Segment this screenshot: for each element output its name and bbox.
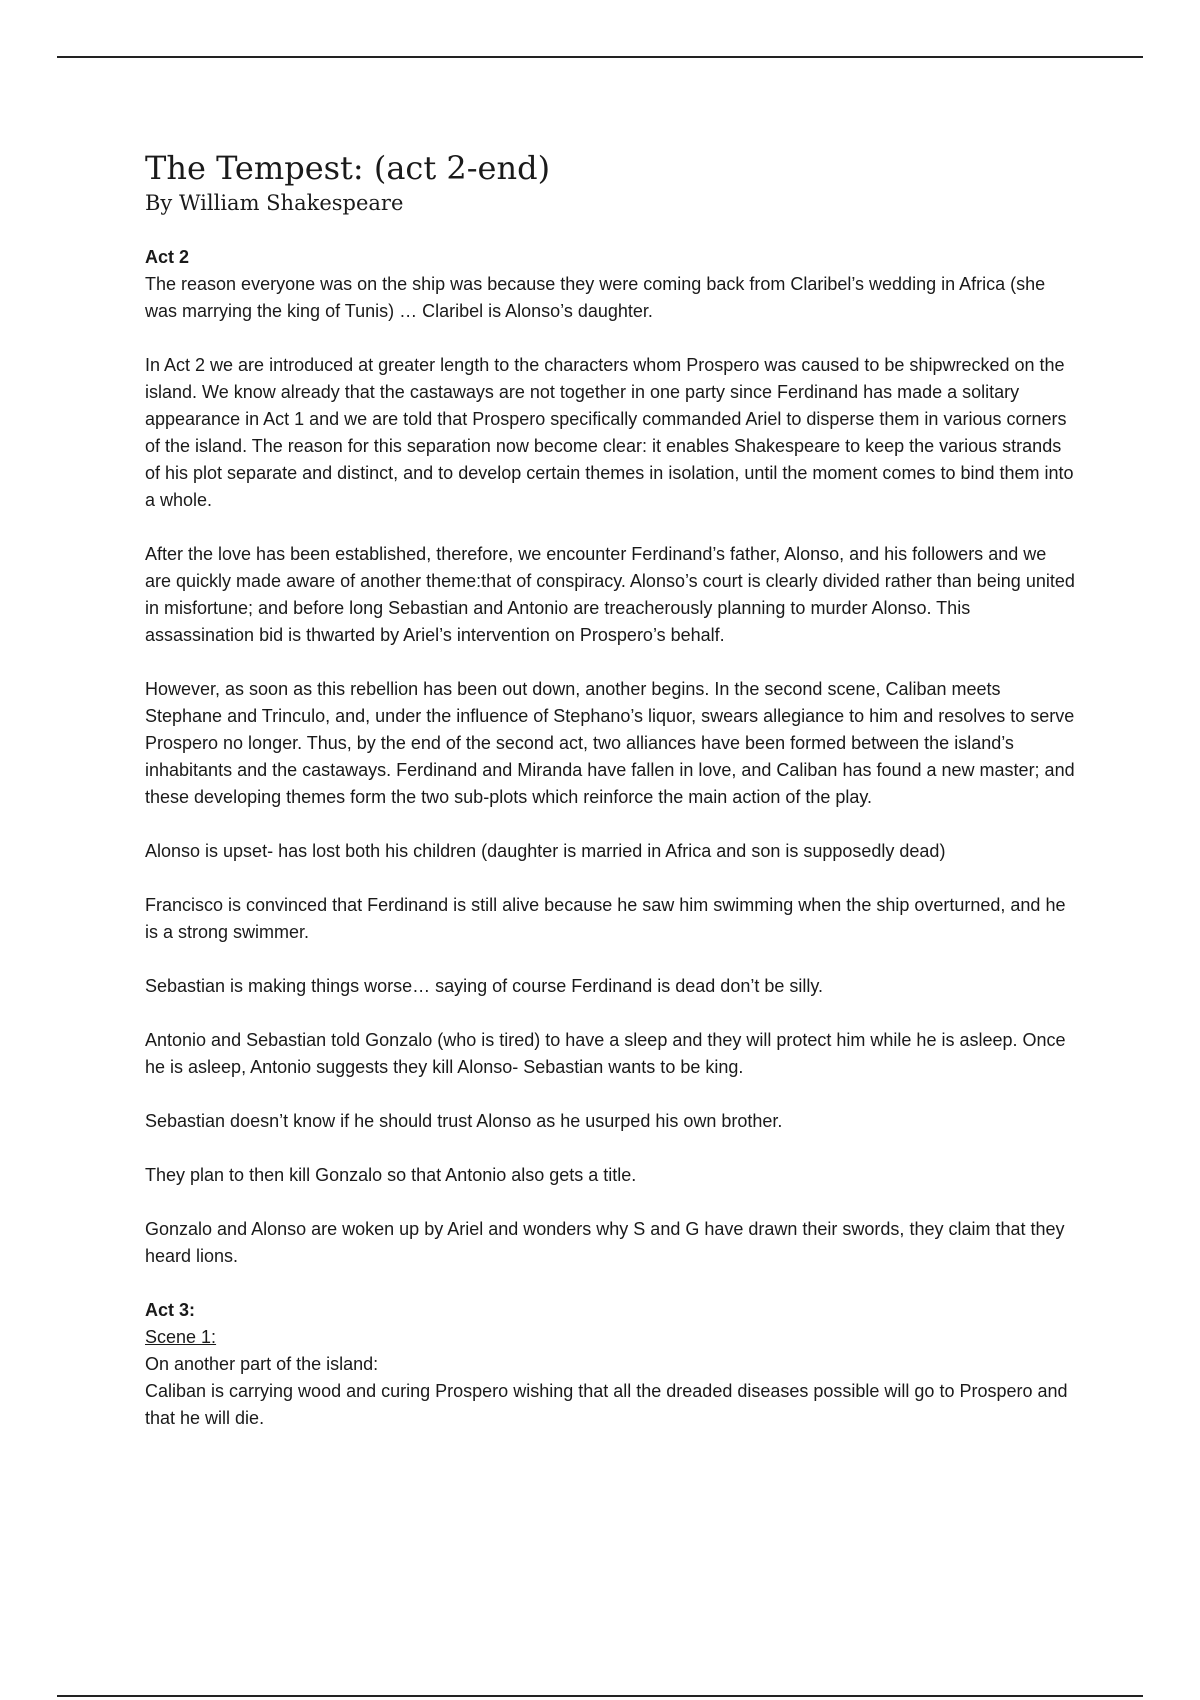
act2-paragraph: They plan to then kill Gonzalo so that Antonio also gets a title. xyxy=(145,1165,637,1185)
scene-1-label: Scene 1: xyxy=(145,1327,217,1347)
top-divider xyxy=(57,56,1143,58)
act2-paragraph: Sebastian doesn’t know if he should trust Alonso as he usurped his own brother. xyxy=(145,1111,783,1131)
act3-heading: Act 3: xyxy=(145,1300,196,1320)
act2-paragraph: Antonio and Sebastian told Gonzalo (who is tired) to have a sleep and they will protect him while he is asleep. Once he is asleep, Antonio suggests they kill Alonso- Sebastian wants to be king. xyxy=(145,1030,1066,1077)
act2-paragraph: Sebastian is making things worse… saying of course Ferdinand is dead don’t be silly. xyxy=(145,976,824,996)
document-title: The Tempest: (act 2-end) xyxy=(145,149,551,187)
act2-paragraph: Alonso is upset- has lost both his children (daughter is married in Africa and son is supposedly dead) xyxy=(145,841,946,861)
act2-paragraph: Francisco is convinced that Ferdinand is still alive because he saw him swimming when the ship overturned, and he is a strong swimmer. xyxy=(145,895,1066,942)
act2-paragraph: After the love has been established, therefore, we encounter Ferdinand’s father, Alonso, and his followers and we are quickly made aware of another theme:that of conspiracy. Alonso’s court is clearly divided rather than being united in misfortune; and before long Sebastian and Antonio are treacherously planning to murder Alonso. This assassination bid is thwarted by Ariel’s intervention on Prospero’s behalf. xyxy=(145,544,1075,645)
document-author: By William Shakespeare xyxy=(145,191,404,215)
act2-heading: Act 2 xyxy=(145,247,190,267)
act3-line: Caliban is carrying wood and curing Prospero wishing that all the dreaded diseases possible will go to Prospero and that he will die. xyxy=(145,1381,1068,1428)
act2-paragraph: In Act 2 we are introduced at greater length to the characters whom Prospero was caused to be shipwrecked on the island. We know already that the castaways are not together in one party since Ferdinand has made a solitary appearance in Act 1 and we are told that Prospero specifically commanded Ariel to disperse them in various corners of the island. The reason for this separation now become clear: it enables Shakespeare to keep the various strands of his plot separate and distinct, and to develop certain themes in isolation, until the moment comes to bind them into a whole. xyxy=(145,355,1074,510)
act2-paragraph: However, as soon as this rebellion has been out down, another begins. In the second scene, Caliban meets Stephane and Trinculo, and, under the influence of Stephano’s liquor, swears allegiance to him and resolves to serve Prospero no longer. Thus, by the end of the second act, two alliances have been formed between the island’s inhabitants and the castaways. Ferdinand and Miranda have fallen in love, and Caliban has found a new master; and these developing themes form the two sub-plots which reinforce the main action of the play. xyxy=(145,679,1075,807)
act3-line: On another part of the island: xyxy=(145,1354,379,1374)
document-text xyxy=(145,244,1075,1432)
act2-paragraph: Gonzalo and Alonso are woken up by Ariel and wonders why S and G have drawn their swords, they claim that they heard lions. xyxy=(145,1219,1065,1266)
document-body xyxy=(145,148,1075,1432)
act2-paragraph: The reason everyone was on the ship was because they were coming back from Claribel’s wedding in Africa (she was marrying the king of Tunis) … Claribel is Alonso’s daughter. xyxy=(145,274,1046,321)
bottom-divider xyxy=(57,1695,1143,1697)
